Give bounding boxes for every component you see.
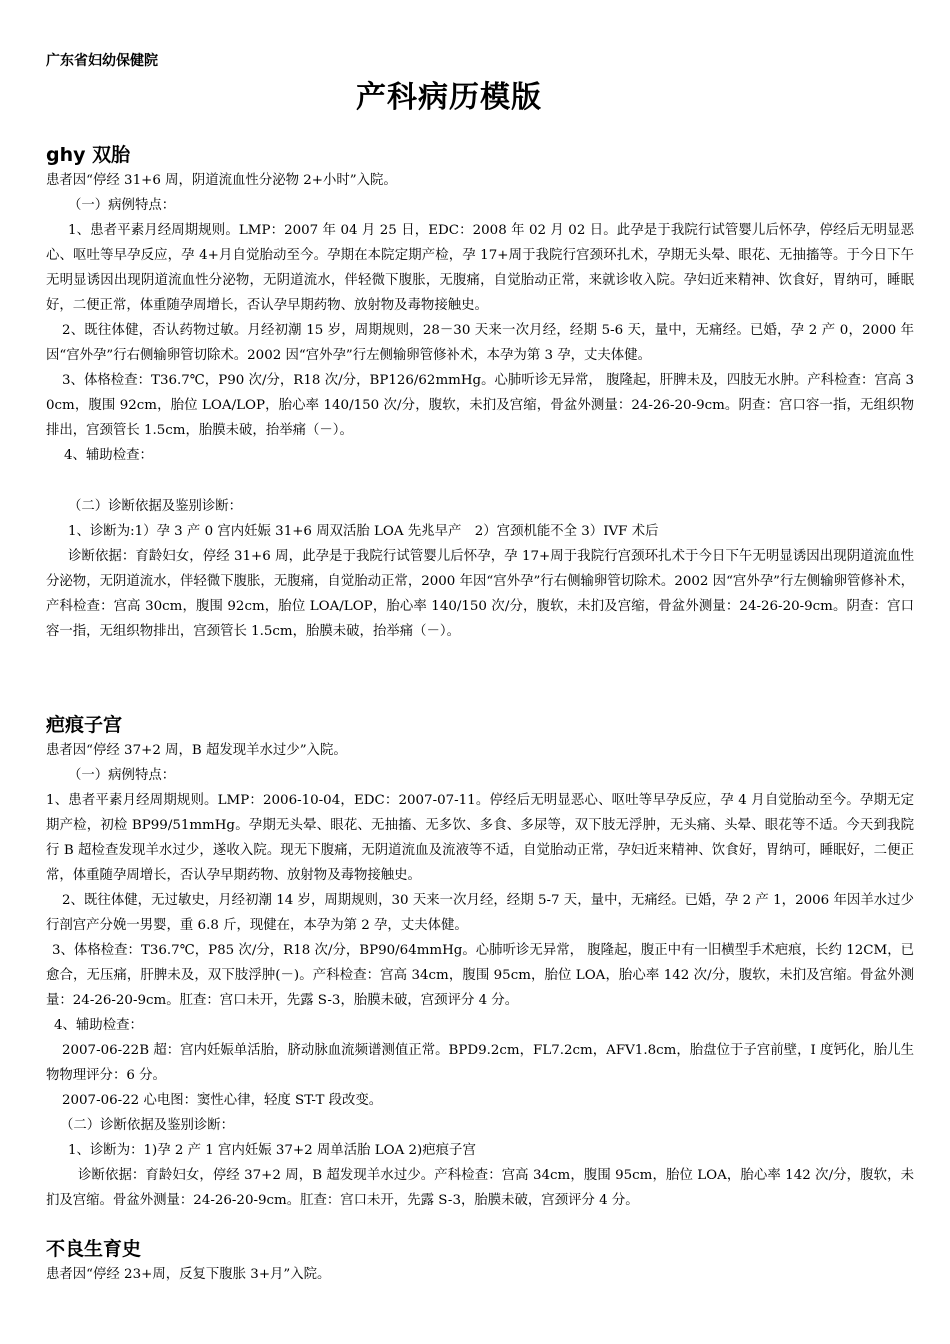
chief-complaint: 患者因“停经 31+6 周，阴道流血性分泌物 2+小时”入院。 [46,173,397,188]
subheading-case-features: （一）病例特点： [68,768,176,783]
diagnosis-basis: 诊断依据：育龄妇女，停经 37+2 周，B 超发现羊水过少。产科检查：宫高 34cm，腹围 95cm，胎位 LOA，胎心率 142 次/分，腹软，未扪及宫缩。骨盆外测量：24-26-20-9cm。肛查：宫口未开，先露 S-3，胎膜未破，宫颈评分 4 分。 [46,1168,914,1208]
document-title: 产科病历模版 [356,80,542,115]
subheading-case-features: （一）病例特点： [68,198,176,213]
paragraph-past-history: 2、既往体健，无过敏史，月经初潮 14 岁，周期规则，30 天来一次月经，经期 5-7 天，量中，无痛经。已婚，孕 2 产 1，2006 年因羊水过少行剖宫产分娩一男婴，重 6.8 斤，现健在，本孕为第 2 孕，丈夫体健。 [46,893,914,933]
section-title: ghy 双胎 [46,144,131,166]
aux-exam-ecg: 2007-06-22 心电图：窦性心律，轻度 ST-T 段改变。 [62,1093,383,1108]
subheading-diagnosis: （二）诊断依据及鉴别诊断： [68,499,243,514]
diagnosis-basis: 诊断依据：育龄妇女，停经 31+6 周，此孕是于我院行试管婴儿后怀孕，孕 17+周于我院行宫颈环扎术于今日下午无明显诱因出现阴道流血性分泌物，无阴道流水，伴轻微下腹胀，无腹痛，自觉胎动正常，2000 年因“宫外孕”行右侧输卵管切除术。2002 因“宫外孕”行左侧输卵管修补术，产科检查：宫高 30cm，腹围 92cm，胎位 LOA/LOP，胎心率 140/150 次/分，腹软，未扪及宫缩，骨盆外测量：24-26-20-9cm。阴查：宫口容一指，无组织物排出，宫颈管长 1.5cm，胎膜未破，抬举痛（－）。 [46,549,914,639]
case-section-twins [46,142,914,644]
case-section-poor-obstetric-history [46,1236,914,1287]
aux-exam-ultrasound: 2007-06-22B 超：宫内妊娠单活胎，脐动脉血流频谱测值正常。BPD9.2cm，FL7.2cm，AFV1.8cm，胎盘位于子宫前壁，I 度钙化，胎儿生物物理评分：6 分。 [46,1043,914,1083]
case-section-scarred-uterus [46,712,914,1213]
chief-complaint: 患者因“停经 37+2 周，B 超发现羊水过少”入院。 [46,743,347,758]
paragraph-aux-exam: 4、辅助检查： [54,1018,143,1033]
paragraph-aux-exam: 4、辅助检查： [64,448,153,463]
diagnosis-line: 1、诊断为:1）孕 3 产 0 宫内妊娠 31+6 周双活胎 LOA 先兆早产 2）宫颈机能不全 3）IVF 术后 [68,524,659,539]
paragraph-past-history: 2、既往体健，否认药物过敏。月经初潮 15 岁，周期规则，28－30 天来一次月经，经期 5-6 天，量中，无痛经。已婚，孕 2 产 0，2000 年因“宫外孕”行右侧输卵管切除术。2002 因“宫外孕”行左侧输卵管修补术，本孕为第 3 孕，丈夫体健。 [46,323,914,363]
paragraph-history: 1、患者平素月经周期规则。LMP：2006-10-04，EDC：2007-07-11。停经后无明显恶心、呕吐等早孕反应，孕 4 月自觉胎动至今。孕期无定期产检，初检 BP99/51mmHg。孕期无头晕、眼花、无抽搐、无多饮、多食、多尿等，双下肢无浮肿，无头痛、头晕、眼花等不适。今天到我院行 B 超检查发现羊水过少，遂收入院。现无下腹痛，无阴道流血及流液等不适，自觉胎动正常，孕妇近来精神、饮食好，胃纳可，睡眠好，二便正常，体重随孕周增长，否认孕早期药物、放射物及毒物接触史。 [46,793,914,883]
paragraph-physical-exam: 3、体格检查：T36.7℃，P85 次/分，R18 次/分，BP90/64mmHg。心肺听诊无异常， 腹隆起，腹正中有一旧横型手术疤痕，长约 12CM，已愈合，无压痛，肝脾未及，双下肢浮肿(－)。产科检查：宫高 34cm，腹围 95cm，胎位 LOA，胎心率 142 次/分，腹软，未扪及宫缩。骨盆外测量：24-26-20-9cm。肛查：宫口未开，先露 S-3，胎膜未破，宫颈评分 4 分。 [46,943,914,1008]
paragraph-history: 1、患者平素月经周期规则。LMP：2007 年 04 月 25 日，EDC：2008 年 02 月 02 日。此孕是于我院行试管婴儿后怀孕，停经后无明显恶心、呕吐等早孕反应，孕 4+月自觉胎动至今。孕期在本院定期产检，孕 17+周于我院行宫颈环扎术，孕期无头晕、眼花、无抽搐等。于今日下午无明显诱因出现阴道流血性分泌物，无阴道流水，伴轻微下腹胀，无腹痛，自觉胎动正常，来就诊收入院。孕妇近来精神、饮食好，胃纳可，睡眠好，二便正常，体重随孕周增长，否认孕早期药物、放射物及毒物接触史。 [46,223,914,313]
paragraph-physical-exam: 3、体格检查：T36.7℃，P90 次/分，R18 次/分，BP126/62mmHg。心肺听诊无异常， 腹隆起，肝脾未及，四肢无水肿。产科检查：宫高 30cm，腹围 92cm，胎位 LOA/LOP，胎心率 140/150 次/分，腹软，未扪及宫缩，骨盆外测量：24-26-20-9cm。阴查：宫口容一指，无组织物排出，宫颈管长 1.5cm，胎膜未破，抬举痛（－）。 [46,373,914,438]
subheading-diagnosis: （二）诊断依据及鉴别诊断： [60,1118,235,1133]
section-title: 疤痕子宫 [46,714,123,736]
diagnosis-line: 1、诊断为：1)孕 2 产 1 宫内妊娠 37+2 周单活胎 LOA 2)疤痕子宫 [68,1143,476,1158]
chief-complaint: 患者因“停经 23+周，反复下腹胀 3+月”入院。 [46,1267,331,1282]
section-title: 不良生育史 [46,1238,142,1260]
hospital-name: 广东省妇幼保健院 [46,53,158,69]
